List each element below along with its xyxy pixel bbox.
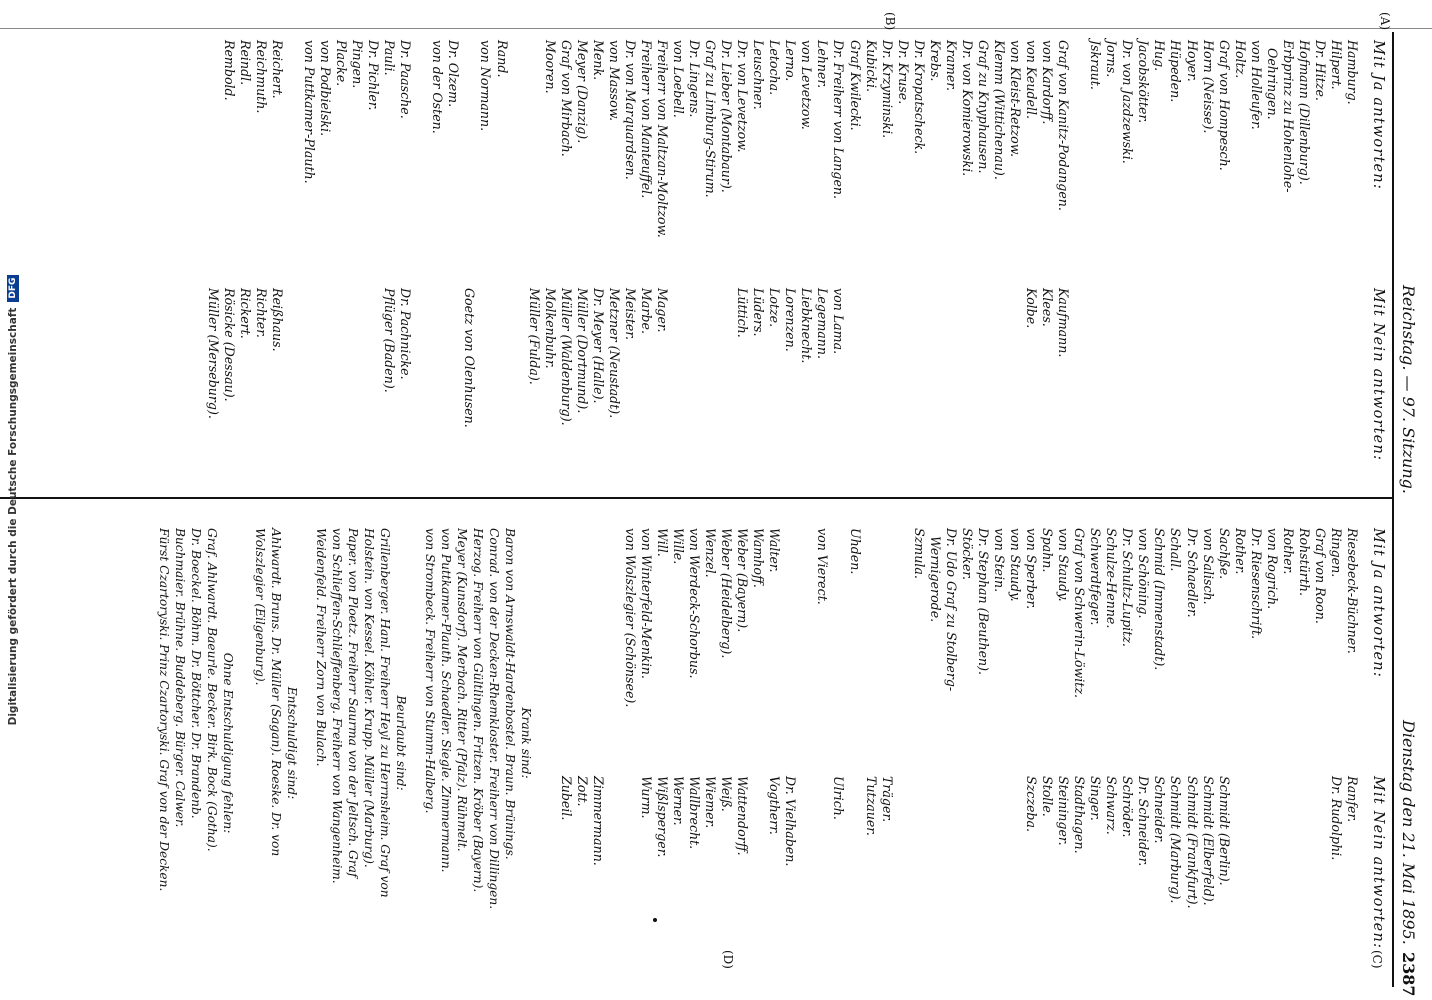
member-name: Pauli. bbox=[382, 40, 398, 76]
left-ja-list bbox=[221, 40, 1360, 270]
member-name: Schall. bbox=[1168, 528, 1184, 572]
member-name: Uhden. bbox=[847, 528, 863, 575]
paragraph-line: Wolszlegier (Eilgenburg). bbox=[253, 528, 267, 686]
member-name bbox=[991, 288, 1007, 488]
member-name: Sachße. bbox=[1216, 528, 1232, 580]
member-name bbox=[1248, 288, 1264, 488]
member-name: von Staudy. bbox=[1056, 528, 1072, 602]
member-name: Mooren. bbox=[542, 40, 558, 94]
member-name bbox=[1007, 288, 1023, 488]
member-name: Holtz. bbox=[1232, 40, 1248, 79]
member-name: Dr. Vielhaben. bbox=[783, 776, 799, 867]
member-name: Leuschner. bbox=[751, 40, 767, 110]
member-name: Rother. bbox=[1232, 528, 1248, 575]
member-name: Kaufmann. bbox=[1056, 288, 1072, 358]
member-name: von Lama. bbox=[831, 288, 847, 355]
member-name: Freiherr von Manteuffel. bbox=[638, 40, 654, 199]
member-name: Dr. von Marquardsen. bbox=[622, 40, 638, 180]
member-name: Stolle. bbox=[1040, 776, 1056, 817]
member-name: Dr. Pichler. bbox=[366, 40, 382, 111]
member-name: Dr. von Levetzow. bbox=[735, 40, 751, 153]
member-name bbox=[349, 288, 365, 488]
member-name bbox=[975, 288, 991, 488]
member-name: von Vierect. bbox=[815, 528, 831, 605]
member-name: Will. bbox=[654, 528, 670, 557]
member-name: Lotze. bbox=[767, 288, 783, 328]
member-name: Kramer. bbox=[943, 40, 959, 91]
margin-mark-a: (A) bbox=[1378, 12, 1392, 31]
paragraph-line: von Schlieffen-Schlieffenberg. Freiherr von Wangenheim. bbox=[330, 528, 344, 884]
member-name: Wille. bbox=[671, 528, 687, 565]
member-name: Stadthagen. bbox=[1072, 776, 1088, 854]
member-name bbox=[317, 288, 333, 488]
member-name: Graf Kwilecki. bbox=[847, 40, 863, 131]
member-name: Graf von Roon. bbox=[1312, 528, 1328, 624]
member-name: Krebs. bbox=[927, 40, 943, 82]
member-name bbox=[863, 528, 879, 768]
member-name: von Holleufer. bbox=[1248, 40, 1264, 130]
member-name bbox=[1167, 288, 1183, 488]
krank-section bbox=[422, 528, 534, 958]
member-name bbox=[526, 40, 542, 270]
member-name: Müller (Dortmund). bbox=[574, 288, 590, 414]
member-name: Steininger. bbox=[1056, 776, 1072, 846]
member-name: Vogtherr. bbox=[767, 776, 783, 835]
member-name bbox=[1200, 288, 1216, 488]
member-name: Graf von Schwerin-Löwitz. bbox=[1072, 528, 1088, 698]
member-name bbox=[959, 776, 975, 966]
member-name bbox=[847, 776, 863, 966]
member-name: von Keudell. bbox=[1024, 40, 1040, 120]
member-name: Rohstürth. bbox=[1296, 528, 1312, 597]
right-ja-list bbox=[622, 528, 1360, 768]
member-name bbox=[301, 288, 317, 488]
beurlaubt-lines bbox=[313, 528, 393, 958]
member-name: Schmidt (Marburg). bbox=[1168, 776, 1184, 904]
footer-text: Digitalisierung gefördert durch die Deutsche Forschungsgemeinschaft bbox=[7, 307, 19, 726]
member-name bbox=[830, 528, 846, 768]
member-name bbox=[975, 776, 991, 966]
right-ja-heading: Mit Ja antworten: bbox=[1370, 528, 1386, 678]
member-name: Rembold. bbox=[221, 40, 237, 101]
member-name bbox=[750, 776, 766, 966]
member-name: Singer. bbox=[1088, 776, 1104, 821]
member-name: Dr. Meyer (Halle). bbox=[590, 288, 606, 404]
ohne-lines bbox=[156, 528, 220, 958]
member-name: von Levetzow. bbox=[799, 40, 815, 130]
member-name: von Puttkamer-Plauth. bbox=[301, 40, 317, 184]
member-name bbox=[333, 288, 349, 488]
member-name: Dr. Schneider. bbox=[1136, 776, 1152, 867]
page-number: 2387 bbox=[1399, 952, 1418, 997]
member-name bbox=[814, 776, 830, 966]
member-name bbox=[477, 288, 493, 488]
member-name bbox=[510, 288, 526, 488]
beurlaubt-section bbox=[313, 528, 409, 958]
member-name: Rand. bbox=[494, 40, 510, 78]
dfg-logo: DFG bbox=[7, 275, 19, 302]
member-name: Klees. bbox=[1040, 288, 1056, 327]
member-name bbox=[686, 288, 702, 488]
member-name: Ringen. bbox=[1328, 528, 1344, 578]
paragraph-line: Weidenfeld. Freiherr Zorn von Bulach. bbox=[314, 528, 328, 767]
member-name: Wurm. bbox=[638, 776, 654, 819]
member-name: Dr. Hitze. bbox=[1312, 40, 1328, 101]
member-name bbox=[847, 288, 863, 488]
header-left: Reichstag. — 97. Sitzung. bbox=[1399, 285, 1418, 494]
member-name: Graf von Hompesch. bbox=[1216, 40, 1232, 171]
member-name: Hug. bbox=[1152, 40, 1168, 72]
member-name: von Loebell. bbox=[671, 40, 687, 118]
member-name: Metzner (Neustadt). bbox=[606, 288, 622, 419]
member-name: von Staudy. bbox=[1008, 528, 1024, 602]
member-name bbox=[445, 288, 461, 488]
member-name: Spahn. bbox=[1040, 528, 1056, 573]
paragraph-line: Buchmaier. Brühne. Buddeberg. Bürger. Calwer. bbox=[173, 528, 187, 828]
paragraph-line: Fürst Czartoryski. Prinz Czartoryski. Graf von der Decken. bbox=[157, 528, 171, 892]
paragraph-line: Baron von Arnswaldt-Hardenbostel. Braun. Brünings. bbox=[503, 528, 517, 860]
member-name: Schmid (Immenstadt). bbox=[1152, 528, 1168, 671]
member-name: von Rogrich. bbox=[1264, 528, 1280, 610]
paragraph-line: Paper. von Ploetz. Freiherr Saurma von der Jeltsch. Graf bbox=[346, 528, 360, 878]
member-name bbox=[365, 288, 381, 488]
member-name: Menk. bbox=[590, 40, 606, 81]
member-name: Reindl. bbox=[237, 40, 253, 86]
member-name: Horn (Neisse). bbox=[1200, 40, 1216, 134]
member-name: Reichmuth. bbox=[253, 40, 269, 114]
member-name: Wernigerode. bbox=[927, 528, 943, 623]
member-name bbox=[911, 776, 927, 966]
member-name: Weiß. bbox=[719, 776, 735, 812]
member-name: Dr. Lieber (Montabaur). bbox=[719, 40, 735, 193]
member-name: Wattendorff. bbox=[735, 776, 751, 856]
member-name: Graf zu Knyphausen. bbox=[975, 40, 991, 174]
member-name: Riesebeck-Büchner. bbox=[1345, 528, 1360, 654]
member-name bbox=[863, 288, 879, 488]
paragraph-line: Graf. Ahlwardt. Baeurle. Becker. Birk. Bock (Gotha). bbox=[205, 528, 219, 852]
member-name bbox=[1280, 776, 1296, 966]
ohne-heading: Ohne Entschuldigung fehlen: bbox=[221, 652, 235, 834]
header-rule bbox=[1393, 32, 1395, 987]
member-name: von der Osten. bbox=[430, 40, 446, 134]
member-name: Schröder. bbox=[1120, 776, 1136, 838]
member-name: Wamhoff. bbox=[751, 528, 767, 588]
member-name bbox=[991, 776, 1007, 966]
member-name: Letocha. bbox=[767, 40, 783, 96]
member-name: Marbe. bbox=[638, 288, 654, 334]
member-name: Meyer (Danzig). bbox=[574, 40, 590, 144]
member-name: Liebknecht. bbox=[799, 288, 815, 364]
member-name: Schmidt (Frankfurt). bbox=[1184, 776, 1200, 909]
margin-mark-b: (B) bbox=[883, 12, 897, 31]
member-name bbox=[959, 288, 975, 488]
member-name: Dr. von Jazdzewski. bbox=[1120, 40, 1136, 164]
member-name: Pflüger (Baden). bbox=[382, 288, 398, 393]
member-name bbox=[493, 288, 509, 488]
member-name: Ranfer. bbox=[1345, 776, 1360, 823]
member-name: Dr. Pachnicke. bbox=[398, 288, 414, 380]
member-name: Graf von Mirbach. bbox=[558, 40, 574, 157]
member-name: Müller (Waldenburg). bbox=[558, 288, 574, 426]
member-name bbox=[670, 288, 686, 488]
member-name bbox=[285, 40, 301, 270]
member-name bbox=[782, 528, 798, 768]
paragraph-line: Dr. Boeckel. Böhm. Dr. Böttcher. Dr. Brandenb. bbox=[189, 528, 203, 819]
member-name: Stöcker. bbox=[959, 528, 975, 581]
member-name: Jorns. bbox=[1104, 40, 1120, 78]
member-name: Legemann. bbox=[815, 288, 831, 360]
member-name bbox=[510, 40, 526, 270]
member-name: Pingen. bbox=[350, 40, 366, 89]
page-border bbox=[0, 28, 1432, 29]
krank-lines bbox=[422, 528, 518, 958]
member-name bbox=[1103, 288, 1119, 488]
member-name bbox=[1344, 288, 1360, 488]
paragraph-line: Ahlwardt. Bruns. Dr. Müller (Sagan). Roeske. Dr. von bbox=[269, 528, 283, 857]
margin-mark-c: (C) bbox=[1370, 950, 1384, 969]
member-name: von Kleist-Retzow. bbox=[1008, 40, 1024, 158]
entschuldigt-section bbox=[252, 528, 300, 958]
member-name bbox=[461, 40, 477, 270]
member-name: von Sperber. bbox=[1024, 528, 1040, 610]
member-name: Lehner. bbox=[815, 40, 831, 89]
member-name bbox=[1216, 288, 1232, 488]
member-name: Dr. von Komierowski. bbox=[959, 40, 975, 177]
digitization-footer bbox=[0, 0, 26, 1000]
margin-mark-d: (D) bbox=[721, 950, 735, 969]
member-name: Dr. Kropatscheck. bbox=[911, 40, 927, 155]
member-name: Hofmann (Dillenburg). bbox=[1296, 40, 1312, 185]
member-name bbox=[1183, 288, 1199, 488]
member-name bbox=[943, 288, 959, 488]
member-name bbox=[1248, 776, 1264, 966]
member-name: Zubeil. bbox=[558, 776, 574, 821]
member-name: Lüttich. bbox=[735, 288, 751, 338]
krank-heading: Krank sind: bbox=[519, 707, 533, 779]
member-name: Graf zu Limburg-Stirum. bbox=[703, 40, 719, 198]
member-name: Szmula. bbox=[911, 528, 927, 579]
right-nein-heading: Mit Nein antworten: bbox=[1370, 776, 1386, 950]
member-name: Schulze-Henne. bbox=[1104, 528, 1120, 629]
member-name: Weber (Bayern). bbox=[735, 528, 751, 633]
member-name: Rickert. bbox=[237, 288, 253, 339]
member-name bbox=[798, 528, 814, 768]
member-name bbox=[895, 288, 911, 488]
member-name: Dr. Schaedler. bbox=[1184, 528, 1200, 618]
member-name: Lorenzen. bbox=[783, 288, 799, 352]
member-name: Schmidt (Elberfeld). bbox=[1200, 776, 1216, 906]
member-name: Lerno. bbox=[783, 40, 799, 82]
member-name: Träger. bbox=[879, 776, 895, 823]
member-name: Dr. Freiherr von Langen. bbox=[831, 40, 847, 200]
entschuldigt-lines bbox=[252, 528, 284, 958]
member-name: Jskraut. bbox=[1088, 40, 1104, 90]
member-name: Dr. Olzem. bbox=[446, 40, 462, 108]
member-name: von Stein. bbox=[991, 528, 1007, 593]
member-name: Hilpert. bbox=[1328, 40, 1344, 90]
member-name bbox=[413, 40, 429, 270]
member-name bbox=[1264, 776, 1280, 966]
member-name bbox=[895, 776, 911, 966]
member-name: Klemm (Wittichenau). bbox=[991, 40, 1007, 180]
member-name bbox=[606, 776, 622, 966]
member-name bbox=[1328, 288, 1344, 488]
member-name: von Wolszlegier (Schönsee). bbox=[622, 528, 638, 708]
paragraph-line: von Puttkamer-Plauth. Schaedler. Siegle. Zimmermann. bbox=[439, 528, 453, 873]
member-name: Hüpeden. bbox=[1168, 40, 1184, 103]
member-name: von Normann. bbox=[478, 40, 494, 132]
member-name: von Werdeck-Schorbus. bbox=[687, 528, 703, 679]
member-name: Molkenbuhr. bbox=[542, 288, 558, 369]
member-name: Ulrich. bbox=[831, 776, 847, 820]
paragraph-line: Grillenberger. Hanl. Freiherr Heyl zu Herrnsheim. Graf von bbox=[378, 528, 392, 898]
member-name bbox=[1151, 288, 1167, 488]
member-name: Werner. bbox=[671, 776, 687, 826]
member-name bbox=[879, 288, 895, 488]
member-name: Reißhaus. bbox=[269, 288, 285, 352]
member-name: Kubicki. bbox=[863, 40, 879, 93]
member-name: Weber (Heidelberg). bbox=[719, 528, 735, 659]
member-name: Tutzauer. bbox=[863, 776, 879, 836]
member-name: von Massow. bbox=[606, 40, 622, 122]
member-name: von Podbielski. bbox=[318, 40, 333, 137]
column-divider bbox=[0, 497, 1392, 499]
member-name: Zimmermann. bbox=[590, 776, 606, 866]
entschuldigt-heading: Entschuldigt sind: bbox=[285, 686, 299, 800]
member-name: von Salisch. bbox=[1200, 528, 1216, 605]
paragraph-line: Herzog. Freiherr von Gültlingen. Fritzen. Kröber (Bayern). bbox=[471, 528, 485, 893]
member-name: Schmidt (Berlin). bbox=[1216, 776, 1232, 886]
member-name: Dr. Riesenschrift. bbox=[1248, 528, 1264, 640]
member-name bbox=[895, 528, 911, 768]
member-name: Dr. Rudolphi. bbox=[1328, 776, 1344, 861]
member-name: Graf von Kanitz-Podangen. bbox=[1056, 40, 1072, 211]
member-name: Richter. bbox=[253, 288, 269, 338]
left-nein-heading: Mit Nein antworten: bbox=[1370, 288, 1386, 462]
member-name: Walter. bbox=[767, 528, 783, 573]
member-name: von Winterfeld-Menkin. bbox=[638, 528, 654, 679]
member-name: Hamburg. bbox=[1345, 40, 1360, 105]
member-name: Schwerdtfeger. bbox=[1088, 528, 1104, 626]
member-name: Müller (Merseburg). bbox=[205, 288, 221, 419]
member-name bbox=[1007, 776, 1023, 966]
member-name: von Kardorff. bbox=[1040, 40, 1056, 125]
member-name bbox=[798, 776, 814, 966]
member-name: Kolbe. bbox=[1024, 288, 1040, 329]
member-name bbox=[1135, 288, 1151, 488]
member-name bbox=[429, 288, 445, 488]
member-name: Placke. bbox=[334, 40, 350, 87]
member-name bbox=[943, 776, 959, 966]
member-name: Dr. Krzyminski. bbox=[879, 40, 895, 139]
member-name: Jacobskötter. bbox=[1136, 40, 1152, 124]
paragraph-line: von Strombeck. Freiherr von Stumm-Halberg. bbox=[423, 528, 437, 814]
member-name bbox=[1071, 40, 1087, 270]
member-name: Mager. bbox=[654, 288, 670, 333]
member-name: Dr. Kruse. bbox=[895, 40, 911, 105]
member-name bbox=[911, 288, 927, 488]
member-name: Wiemer. bbox=[703, 776, 719, 829]
member-name bbox=[879, 528, 895, 768]
right-nein-list bbox=[558, 776, 1360, 966]
beurlaubt-heading: Beurlaubt sind: bbox=[394, 695, 408, 791]
member-name: Hoyer. bbox=[1184, 40, 1200, 82]
member-name: Rösicke (Dessau). bbox=[221, 288, 237, 402]
member-name bbox=[702, 288, 718, 488]
member-name bbox=[285, 288, 301, 488]
member-name bbox=[1071, 288, 1087, 488]
paragraph-line: Holstein. von Kessel. Köhler. Krupp. Müller (Marburg). bbox=[362, 528, 376, 868]
member-name: Wißlsperger. bbox=[654, 776, 670, 858]
member-name bbox=[1264, 288, 1280, 488]
left-ja-heading: Mit Ja antworten: bbox=[1370, 40, 1386, 190]
member-name: Lüders. bbox=[751, 288, 767, 337]
member-name: von Schöning. bbox=[1136, 528, 1152, 619]
member-name: Erbprinz zu Hohenlohe- bbox=[1280, 40, 1296, 193]
member-name: Dr. Stephan (Beuthen). bbox=[975, 528, 991, 676]
member-name bbox=[1232, 288, 1248, 488]
member-name: Dr. Lingens. bbox=[687, 40, 703, 118]
member-name: Dr. Paasche. bbox=[398, 40, 414, 119]
member-name bbox=[1312, 288, 1328, 488]
member-name: Goetz von Olenhusen. bbox=[462, 288, 478, 428]
member-name bbox=[1087, 288, 1103, 488]
member-name: Szczeba. bbox=[1024, 776, 1040, 832]
member-name bbox=[927, 288, 943, 488]
ohne-section bbox=[156, 528, 236, 958]
member-name bbox=[622, 776, 638, 966]
paragraph-line: Meyer (Kunsdorf). Merbach. Ritter (Pfalz). Rühmelt. bbox=[455, 528, 469, 852]
member-name: Schneider. bbox=[1152, 776, 1168, 844]
member-name bbox=[718, 288, 734, 488]
member-name bbox=[927, 776, 943, 966]
member-name: Dr. Schultz-Lupitz. bbox=[1120, 528, 1136, 647]
member-name: Müller (Fulda). bbox=[526, 288, 542, 385]
member-name bbox=[1232, 776, 1248, 966]
header-right: Dienstag den 21. Mai 1895. bbox=[1399, 720, 1418, 945]
left-nein-list bbox=[205, 288, 1360, 488]
member-name: Wenzel. bbox=[703, 528, 719, 578]
member-name: Freiherr von Maltzan-Moltzow. bbox=[654, 40, 670, 238]
member-name: Zott. bbox=[574, 776, 590, 807]
member-name bbox=[413, 288, 429, 488]
member-name: Dr. Udo Graf zu Stolberg- bbox=[943, 528, 959, 692]
paragraph-line: Conrad. von der Decken-Rhemkloster. Freiherr von Dillingen. bbox=[487, 528, 501, 910]
member-name bbox=[1119, 288, 1135, 488]
member-name: Rother. bbox=[1280, 528, 1296, 575]
member-name bbox=[1296, 288, 1312, 488]
member-name: Reichert. bbox=[269, 40, 285, 99]
member-name: Schwarz. bbox=[1104, 776, 1120, 835]
member-name bbox=[1296, 776, 1312, 966]
member-name bbox=[1312, 776, 1328, 966]
member-name bbox=[1280, 288, 1296, 488]
member-name: Oehringen. bbox=[1264, 40, 1280, 120]
member-name: Wallbrecht. bbox=[687, 776, 703, 850]
member-name: Meister. bbox=[622, 288, 638, 340]
